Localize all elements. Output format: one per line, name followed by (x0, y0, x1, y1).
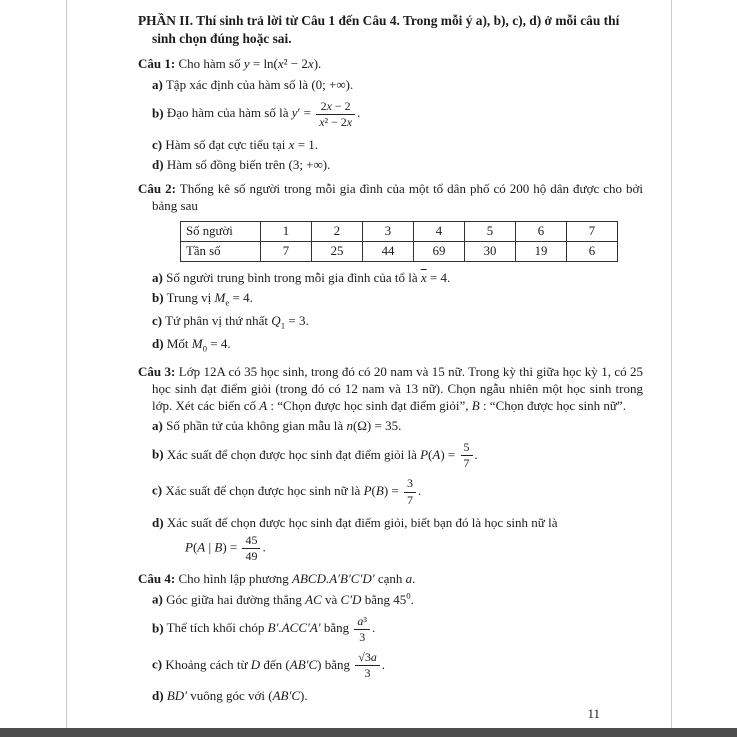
question-4-item-a (152, 590, 643, 607)
table-cell: 2 (312, 221, 363, 241)
table-cell: 6 (567, 241, 618, 261)
frequency-table (180, 221, 618, 262)
question-1-item-b (152, 100, 643, 129)
question-2-item-c (152, 312, 643, 332)
item-label: c) (152, 483, 163, 499)
question-4-item-c (152, 651, 643, 680)
item-label: b) (152, 446, 164, 462)
item-text: Thể tích khối chóp B′.ACC′A′ bằng $\frac{\text{a³}}{3}$ . (166, 613, 376, 644)
item-label: d) (152, 688, 164, 704)
question-2-stem (138, 180, 643, 214)
question-2-label: Câu 2: (138, 181, 176, 197)
item-text: Hàm số đồng biến trên (3; +∞). (166, 157, 331, 173)
table-cell: 19 (516, 241, 567, 261)
question-2 (138, 180, 643, 355)
item-text: Đạo hàm của hàm số là y′ = $\frac{2x - 2}{\text{x² − 2x}}$ . (166, 98, 361, 129)
question-3-stem (138, 363, 643, 414)
item-text: Xác suất để chọn được học sinh nữ là P(B) = $\frac{3}{7}$ . (165, 476, 422, 507)
item-label: b) (152, 105, 164, 121)
question-4-item-b (152, 615, 643, 644)
question-4-label: Câu 4: (138, 571, 176, 587)
question-3-item-d (152, 514, 643, 531)
item-text: Tập xác định của hàm số là (0; +∞). (165, 76, 354, 92)
section-header: PHẦN II. Thí sinh trả lời từ Câu 1 đến Câu 4. Trong mỗi ý a), b), c), d) ở mỗi câu thí sinh chọn đúng hoặc sai. (138, 13, 620, 46)
question-3-label: Câu 3: (138, 363, 176, 379)
table-cell: 1 (261, 221, 312, 241)
page-content (138, 12, 643, 708)
question-4-stem-text: Cho hình lập phương ABCD.A′B′C′D′ cạnh a. (178, 571, 416, 587)
question-1-stem-text: Cho hàm số y = ln(x² − 2x). (178, 56, 322, 72)
table-cell: Số người (181, 221, 261, 241)
question-4 (138, 570, 643, 704)
item-label: b) (152, 289, 164, 305)
item-text: Mốt $M_0 = 4$. (166, 336, 231, 354)
item-label: b) (152, 620, 164, 636)
page-number: 11 (587, 706, 600, 721)
item-label: c) (152, 656, 163, 672)
table-cell: 7 (567, 221, 618, 241)
question-1-item-a (152, 76, 643, 93)
table-cell: Tần số (181, 241, 261, 261)
item-text: Góc giữa hai đường thẳng AC và C′D bằng $45^0$. (166, 590, 414, 607)
item-label: c) (152, 313, 163, 329)
item-text: Xác suất để chọn được học sinh đạt điểm giỏi là P(A) = $\frac{5}{7}$ . (166, 440, 478, 471)
question-4-item-d (152, 687, 643, 704)
item-text: Số phần tử của không gian mẫu là n(Ω) = 35. (166, 418, 402, 434)
table-cell: 5 (465, 221, 516, 241)
question-3-item-d-formula: P(A | B) = $\frac{45}{49}$ . (185, 532, 266, 564)
question-1-label: Câu 1: (138, 56, 176, 72)
question-3 (138, 363, 643, 564)
item-label: a) (152, 418, 163, 434)
question-1-item-c (152, 136, 643, 153)
item-label: d) (152, 157, 164, 173)
question-2-item-d (152, 335, 643, 355)
page-left-edge (66, 0, 67, 728)
question-3-item-b (152, 441, 643, 470)
item-label: d) (152, 514, 164, 530)
item-label: d) (152, 336, 164, 352)
question-2-item-b (152, 289, 643, 309)
item-text: Xác suất để chọn được học sinh đạt điểm giỏi, biết bạn đó là học sinh nữ là (166, 514, 558, 530)
item-text: Khoảng cách từ D đến (AB′C) bằng $\frac{√3a}{3}$ . (165, 650, 386, 681)
item-text: Trung vị $M_e = 4$. (166, 289, 253, 308)
item-text: Hàm số đạt cực tiểu tại x = 1. (165, 136, 319, 152)
question-2-item-a (152, 269, 643, 286)
question-2-stem-text: Thống kê số người trong mỗi gia đình của một tổ dân phố có 200 hộ dân được cho bởi bảng sau (152, 181, 644, 214)
table-row (181, 221, 618, 241)
question-3-stem-text: Lớp 12A có 35 học sinh, trong đó có 20 nam và 15 nữ. Trong kỳ thi giữa học kỳ 1, có 25 học sinh đạt điểm giỏi (trong đó có 12 nam và 13 nữ). Chọn ngẫu nhiên một học sinh trong lớp. Xét các biến cố A : “Chọn được học sinh đạt điểm giỏi”, B : “Chọn được học sinh nữ”. (152, 363, 643, 413)
table-cell: 44 (363, 241, 414, 261)
item-text: Số người trung bình trong mỗi gia đình của tổ là $\overline{x} = 4$. (166, 269, 451, 285)
question-1-item-d (152, 156, 643, 173)
question-4-stem (138, 570, 643, 587)
item-label: a) (152, 269, 163, 285)
table-cell: 4 (414, 221, 465, 241)
item-text: BD′ vuông góc với (AB′C). (166, 688, 308, 704)
table-cell: 3 (363, 221, 414, 241)
table-cell: 30 (465, 241, 516, 261)
question-3-item-c (152, 477, 643, 506)
page-right-edge (671, 0, 672, 728)
question-3-item-a (152, 417, 643, 434)
item-label: a) (152, 591, 163, 607)
scan-bottom-bar (0, 728, 737, 737)
table-cell: 7 (261, 241, 312, 261)
table-cell: 25 (312, 241, 363, 261)
table-row (181, 241, 618, 261)
item-text: Tứ phân vị thứ nhất $Q_1 = 3$. (165, 313, 309, 331)
question-1-stem (138, 55, 643, 72)
table-cell: 69 (414, 241, 465, 261)
item-label: a) (152, 76, 163, 92)
table-cell: 6 (516, 221, 567, 241)
question-1 (138, 55, 643, 173)
item-label: c) (152, 136, 163, 152)
